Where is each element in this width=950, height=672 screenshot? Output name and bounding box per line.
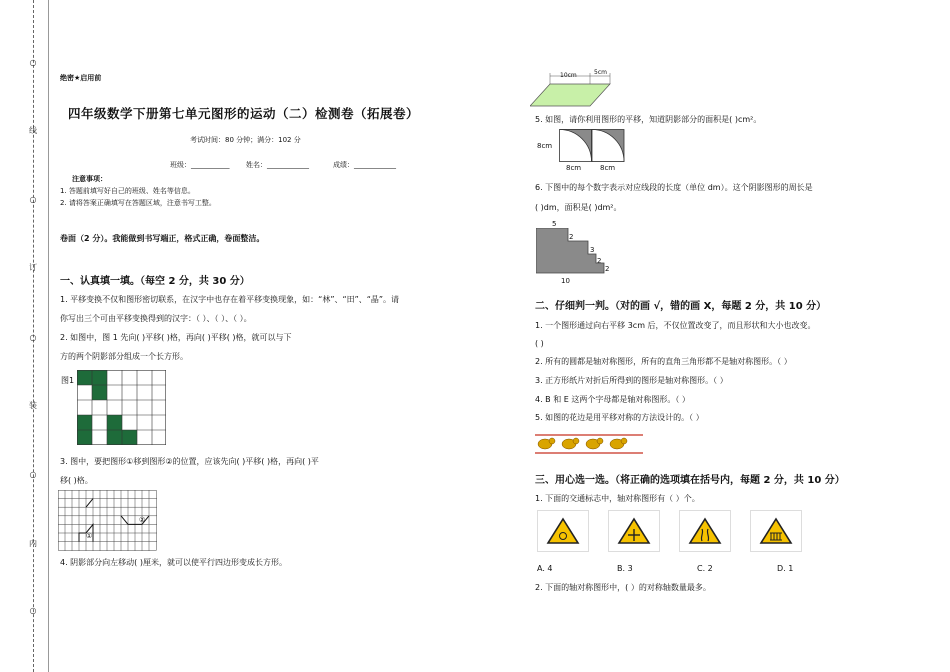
option-b: B. 3 xyxy=(617,564,633,573)
binding-label-zhuang: 装 xyxy=(29,401,37,410)
q5-figure xyxy=(559,129,629,164)
q1-line1: 1. 平移变换不仅和图形密切联系，在汉字中也存在着平移变换现象，如：“林”、“田”、“晶”。请 xyxy=(60,295,400,304)
section1-title: 一、认真填一填。（每空 2 分，共 30 分） xyxy=(60,276,250,287)
q3-line2: 移( )格。 xyxy=(60,476,93,485)
option-a: A. 4 xyxy=(537,564,553,573)
option-d: D. 1 xyxy=(777,564,794,573)
fig1-label: 图1 xyxy=(61,376,75,385)
traffic-sign-b xyxy=(608,510,660,552)
notice-title: 注意事项： xyxy=(72,175,107,183)
q5-dim-width-right: 8cm xyxy=(600,164,616,172)
fig1-grid xyxy=(77,370,167,445)
q6-num-top: 5 xyxy=(552,220,557,228)
binding-circle: ○ xyxy=(29,58,37,67)
q3-mark-2: ② xyxy=(139,516,146,524)
q6-stepped-figure xyxy=(536,228,611,276)
class-field: 班级：___________ xyxy=(170,161,230,169)
q2-line1: 2. 如图中，图 1 先向( )平移( )格，再向( )平移( )格，就可以与下 xyxy=(60,333,292,342)
q6-num-step2: 3 xyxy=(590,246,595,254)
secret-label: 绝密★启用前 xyxy=(60,74,102,82)
judge-5: 5. 如图的花边是用平移对称的方法设计的。（ ） xyxy=(535,413,704,422)
traffic-sign-c xyxy=(679,510,731,552)
binding-circle: ○ xyxy=(29,333,37,342)
q4-dim-10cm: 10cm xyxy=(560,72,577,79)
q5-line: 5. 如图，请你利用图形的平移，知道阴影部分的面积是( )cm²。 xyxy=(535,115,762,124)
q6-num-bottom: 10 xyxy=(561,277,570,285)
q2-line2: 方的两个阴影部分组成一个长方形。 xyxy=(60,352,188,361)
binding-solid-line xyxy=(48,0,49,672)
option-c: C. 2 xyxy=(697,564,713,573)
q6-num-step4: 2 xyxy=(605,265,610,273)
section2-title: 二、仔细判一判。（对的画 √，错的画 X，每题 2 分，共 10 分） xyxy=(535,301,827,312)
section3-title: 三、用心选一选。（将正确的选项填在括号内，每题 2 分，共 10 分） xyxy=(535,475,845,486)
q5-dim-height: 8cm xyxy=(537,142,553,150)
binding-circle: ○ xyxy=(29,606,37,615)
q6-num-step3: 2 xyxy=(597,257,602,265)
judge-1: 1. 一个图形通过向右平移 3cm 后，不仅位置改变了，而且形状和大小也改变。 xyxy=(535,321,816,330)
binding-circle: ○ xyxy=(29,195,37,204)
q3-mark-1: ① xyxy=(86,532,93,540)
q3-line1: 3. 图中，要把图形①移到图形②的位置，应该先向( )平移( )格，再向( )平 xyxy=(60,457,319,466)
binding-label-nei: 内 xyxy=(29,539,37,548)
q6-num-step1: 2 xyxy=(569,233,574,241)
notice-1: 1. 答题前填写好自己的班级、姓名等信息。 xyxy=(60,187,195,195)
neatness-line: 卷面（2 分）。我能做到书写端正，格式正确，卷面整洁。 xyxy=(60,234,265,243)
q6-line1: 6. 下图中的每个数字表示对应线段的长度（单位 dm）。这个阴影图形的周长是 xyxy=(535,183,813,192)
judge-3: 3. 正方形纸片对折后所得到的图形是轴对称图形。（ ） xyxy=(535,376,728,385)
traffic-sign-d xyxy=(750,510,802,552)
judge-4: 4. B 和 E 这两个字母都是轴对称图形。（ ） xyxy=(535,395,690,404)
name-field: 姓名：____________ xyxy=(246,161,309,169)
q4-line: 4. 阴影部分向左移动( )厘米，就可以使平行四边形变成长方形。 xyxy=(60,558,287,567)
score-field: 成绩：____________ xyxy=(333,161,396,169)
choice-q2: 2. 下面的轴对称图形中，( ）的对称轴数量最多。 xyxy=(535,583,711,592)
q6-line2: ( )dm，面积是( )dm²。 xyxy=(535,203,622,212)
choice-q1: 1. 下面的交通标志中，轴对称图形有（ ）个。 xyxy=(535,494,700,503)
binding-label-ding: 订 xyxy=(29,263,37,272)
q1-line2: 你写出三个可由平移变换得到的汉字：（ ）、（ ）、（ ）。 xyxy=(60,314,252,323)
judge-2: 2. 所有的圆都是轴对称图形，所有的直角三角形都不是轴对称图形。（ ） xyxy=(535,357,792,366)
traffic-sign-a xyxy=(537,510,589,552)
page-title: 四年级数学下册第七单元图形的运动（二）检测卷（拓展卷） xyxy=(68,106,420,121)
q5-dim-width-left: 8cm xyxy=(566,164,582,172)
binding-label-xian: 线 xyxy=(29,126,37,135)
q4-dim-5cm: 5cm xyxy=(594,69,607,76)
judge-1-blank: ( ) xyxy=(535,339,544,348)
binding-circle: ○ xyxy=(29,470,37,479)
lace-border-image xyxy=(535,432,643,456)
exam-info: 考试时间：80 分钟；满分：102 分 xyxy=(190,136,301,144)
notice-2: 2. 请将答案正确填写在答题区域，注意书写工整。 xyxy=(60,199,216,207)
